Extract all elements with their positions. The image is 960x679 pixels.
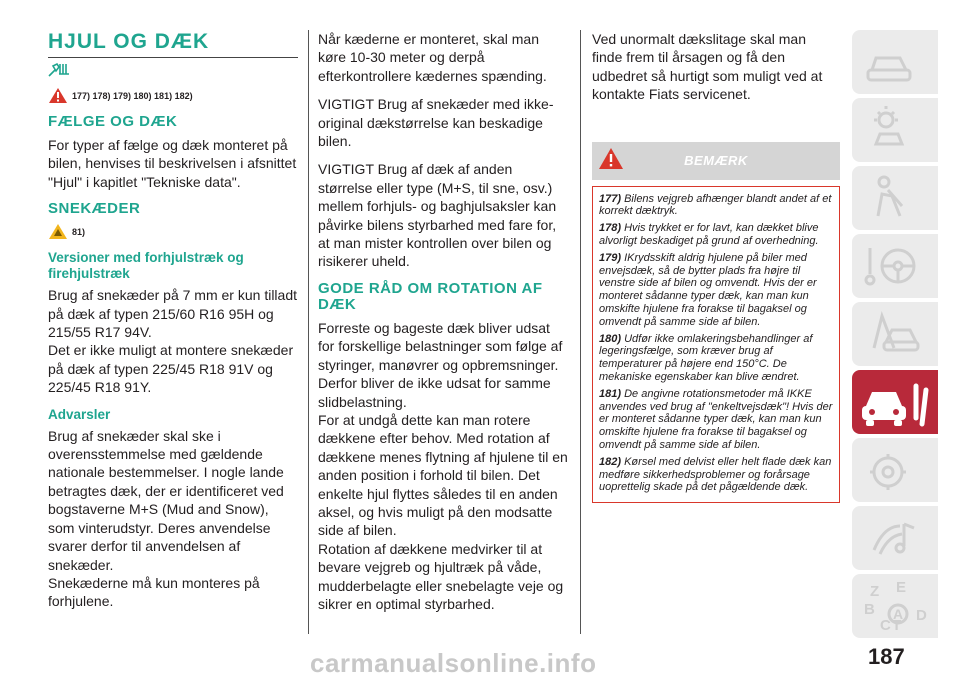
refs-text: 81) <box>72 226 86 237</box>
paragraph: Brug af snekæder på 7 mm er kun tilladt på dæk af typen 215/60 R16 95H og 215/55 R17 94V. <box>48 287 298 341</box>
svg-text:D: D <box>916 607 927 624</box>
subheading-felge: FÆLGE OG DÆK <box>48 113 178 130</box>
subheading-advarsler: Advarsler <box>48 406 111 422</box>
multimedia-icon[interactable] <box>852 506 938 570</box>
heading-rule <box>48 57 298 58</box>
paragraph: VIGTIGT Brug af dæk af anden størrelse eller type (M+S, til sne, osv.) mellem forhjuls- og baghjulsaksler kan påvirke bilens styrbarhed med fare for, at man mister kontrollen over bilen og risikerer uheld. <box>318 161 557 270</box>
warning-lights-icon[interactable] <box>852 98 938 162</box>
column-1 <box>48 30 298 611</box>
technical-data-icon[interactable] <box>852 438 938 502</box>
caution-refs <box>48 223 298 240</box>
note-item: 181) De angivne rotationsmetoder må IKKE anvendes ved brug af "enkeltvejsdæk"! Hvis der er monteret sådanne typer dæk, kan man kun omskifte hjulene fra forakse til bagaksel og omvendt på samme side af bilen. <box>599 387 833 451</box>
note-item: 182) Kørsel med delvist eller helt flade dæk kan medføre sikkerhedsproblemer og forårsage uoprettelig skade på det pågældende dæk. <box>599 455 832 494</box>
tools-icon <box>48 62 298 83</box>
paragraph: Rotation af dækkene medvirker til at bevare vejgreb og hjultræk på våde, mudderbelagte eller snebelagte veje og sikrer en optimal styrbarhed. <box>318 540 564 612</box>
column-2 <box>318 30 570 613</box>
car-dashboard-icon[interactable] <box>852 30 938 94</box>
notes-box <box>592 186 840 504</box>
note-header <box>592 142 840 180</box>
subheading-snekaeder: SNEKÆDER <box>48 200 141 218</box>
note-item: 178) Hvis trykket er for lavt, kan dækket blive alvorligt beskadiget på grund af overhedning. <box>599 222 819 248</box>
paragraph: Ved unormalt dækslitage skal man finde frem til årsagen og få den udbedret så hurtigt som muligt ved at kontakte Fiats servicenet. <box>592 31 823 103</box>
svg-text:E: E <box>896 579 907 596</box>
car-maintenance-icon[interactable] <box>852 370 938 434</box>
svg-text:B: B <box>864 601 875 618</box>
column-divider <box>580 30 581 634</box>
column-3 <box>592 30 840 503</box>
subheading-rotation: GODE RÅD OM ROTATION AF DÆK <box>318 279 543 313</box>
car-breakdown-icon[interactable] <box>852 302 938 366</box>
note-item: 177) Bilens vejgreb afhænger blandt andet af et korrekt dæktryk. <box>599 192 832 218</box>
svg-text:C: C <box>880 617 891 634</box>
paragraph: Snekæderne må kun monteres på forhjulene. <box>48 574 260 610</box>
caution-triangle-icon <box>48 223 68 240</box>
column-divider <box>308 30 309 634</box>
note-item: 179) IKrydsskift aldrig hjulene på biler med envejsdæk, så de bytter plads fra højre til venstre side af bilen og omvendt. Hvis der er monteret sådanne typer dæk, kan man kun omskifte hjulene fra forakse til bagaksel og omvendt på samme side af bilen. <box>599 251 817 328</box>
paragraph: For typer af fælge og dæk monteret på bilen, henvises til beskrivelsen i afsnittet "Hjul" i kapitlet "Tekniske data". <box>48 137 297 190</box>
steering-wheel-icon[interactable] <box>852 234 938 298</box>
paragraph: Det er ikke muligt at montere snekæder på dæk af typen 225/45 R18 91V og 225/45 R18 91Y. <box>48 342 294 396</box>
paragraph: VIGTIGT Brug af snekæder med ikke-original dækstørrelse kan beskadige bilen. <box>318 96 554 150</box>
car-safety-icon[interactable] <box>852 166 938 230</box>
svg-text:A: A <box>893 606 904 622</box>
svg-text:T: T <box>892 617 902 634</box>
index-icon[interactable] <box>852 574 938 638</box>
section-heading: HJUL OG DÆK <box>48 30 210 53</box>
subheading-versioner: Versioner med forhjulstræk og firehjulstræk <box>48 250 244 282</box>
warning-refs <box>48 87 298 104</box>
svg-text:Z: Z <box>870 583 880 600</box>
warning-triangle-icon <box>48 87 68 104</box>
page-number: 187 <box>868 644 905 669</box>
paragraph: Når kæderne er monteret, skal man køre 10-30 meter og derpå efterkontrollere kædernes spænding. <box>318 31 547 84</box>
watermark: carmanualsonline.info <box>310 648 597 678</box>
paragraph: Forreste og bageste dæk bliver udsat for forskellige belastninger som følge af styringer, manøvrer og opbremsninger. Derfor bliver de ikke udsat for samme slidbelastning. <box>318 319 563 410</box>
paragraph: Brug af snekæder skal ske i overensstemmelse med gældende nationale bestemmelser. I nogle lande betragtes dæk, der er identificeret ved bogstaverne M+S (Mud and Snow), som vinterudstyr. Deres anvendelse svarer derfor til anvendelsen af snekæder. <box>48 427 284 573</box>
note-item: 180) Udfør ikke omlakeringsbehandlinger af legeringsfælge, som kræver brug af temperaturer på højere end 150°C. De mekaniske egenskaber kan blive ændret. <box>599 332 813 383</box>
refs-text: 177) 178) 179) 180) 181) 182) <box>72 90 193 101</box>
paragraph: For at undgå dette kan man rotere dækkene efter behov. Med rotation af dækkene menes flytning af hjulene til en anden position i forhold til bilen. Det enkelte hjul flyttes således til en anden aksel, og hvis muligt på den modsatte side af bilen. <box>318 411 568 539</box>
note-title: BEMÆRK <box>684 152 748 168</box>
